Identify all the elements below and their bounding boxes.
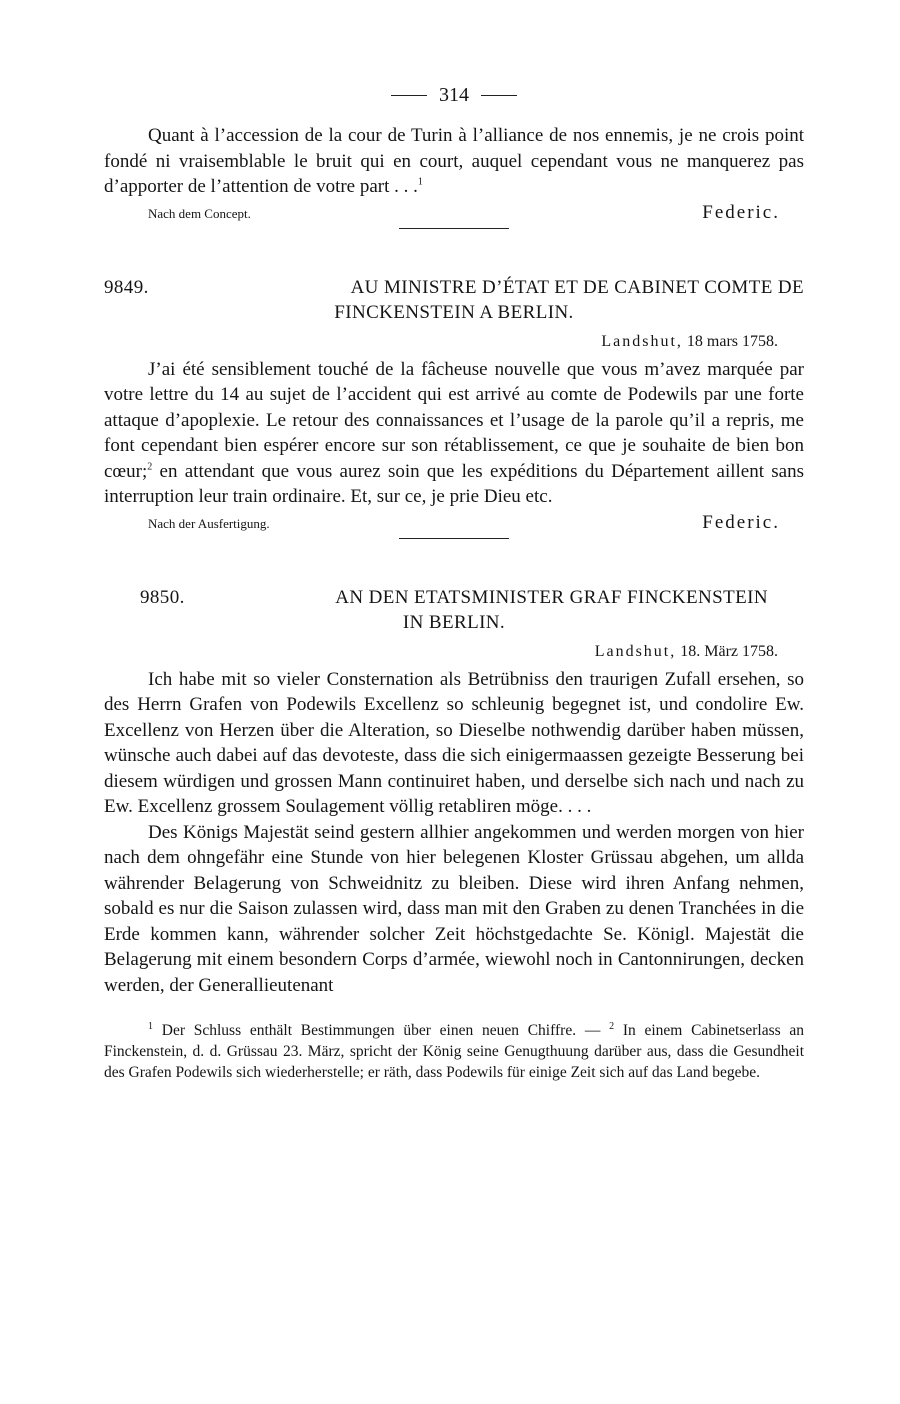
letter-title-line2: FINCKENSTEIN A BERLIN. [334, 301, 574, 323]
document-page [104, 84, 804, 1083]
letter-text-continued: en attendant que vous aurez soin que les expéditions du Département aillent sans interruption leur train ordinaire. Et, sur ce, je prie Dieu etc. [104, 460, 804, 507]
letter-number: 9850. [140, 586, 185, 608]
page-header [104, 84, 804, 107]
letter-text: J’ai été sensiblement touché de la fâcheuse nouvelle que vous m’avez marquée par votre lettre du 14 au sujet de l’accident qui est arrivé au comte de Podewils par une forte attaque d’apoplexie. Le retour des connaissances et l’usage de la parole qu’il a repris, me font cependant bien espérer encore sur son rétablissement, ce que je souhaite de bien bon cœur; [104, 358, 804, 482]
intro-signature-line [104, 202, 804, 224]
letter-9850-title [140, 585, 768, 635]
header-dash-left [391, 95, 427, 96]
footnote-1-text: Der Schluss enthält Bestimmungen über einen neuen Chiffre. — [153, 1022, 610, 1039]
dateline-date: 18. März 1758. [680, 642, 778, 660]
letter-number: 9849. [104, 276, 149, 298]
letter-title-line1: AU MINISTRE D’ÉTAT ET DE CABINET COMTE DE [350, 276, 804, 298]
footnote-mark-1: 1 [148, 1020, 153, 1032]
footnotes [104, 1020, 804, 1083]
letter-9850-paragraph-2: Des Königs Majestät seind gestern allhier angekommen und werden morgen von hier nach dem ohngefähr eine Stunde von hier belegenen Kloster Grüssau abgehen, um allda währender Belagerung von Schweidnitz zu bleiben. Diese wird ihren Anfang nehmen, sobald es nur die Saison zulassen wird, dass man mit den Graben zu denen Tranchées in die Erde kommen kann, währender solcher Zeit höchstgedachte Se. Königl. Majestät die Belagerung mit einem besondern Corps d’armée, wiewohl noch in Cantonnirungen, decken werden, der Generallieutenant [104, 821, 804, 996]
letter-9849-body [104, 357, 804, 510]
header-dash-right [481, 95, 517, 96]
section-divider [399, 228, 509, 229]
intro-signature: Federic. [702, 201, 780, 223]
footnote-ref-1: 1 [417, 176, 423, 188]
footnote-text [104, 1020, 804, 1083]
intro-text: Quant à l’accession de la cour de Turin à l’alliance de nos ennemis, je ne crois point fondé ni vraisemblable le bruit qui en court, auquel cependant vous ne manquerez pas d’apporter de l’attention de votre part . . . [104, 125, 804, 197]
letter-source: Nach der Ausfertigung. [148, 515, 270, 531]
letter-9850-paragraph-1: Ich habe mit so vieler Consternation als Betrübniss den traurigen Zufall ersehen, so des Herrn Grafen von Podewils Excellenz so schleunig begegnet ist, und condolire Ew. Excellenz von Herzen über die Alteration, so Dieselbe nothwendig darüber haben müssen, wünsche auch dabei auf das devoteste, dass die sich einigermaassen gezeigte Besserung bei diesem würdigen und grossen Mann continuiret haben, und derselbe sich nach und nach zu Ew. Excellenz grossem Soulagement völlig retabliren möge. . . . [104, 668, 804, 817]
footnote-mark-2: 2 [609, 1020, 615, 1032]
intro-paragraph [104, 123, 804, 200]
letter-title-line2: IN BERLIN. [402, 611, 506, 633]
letter-9849-title [104, 275, 804, 325]
section-divider [399, 538, 509, 539]
footnote-2-text: In einem Cabinetserlass an Finckenstein, d. d. Grüssau 23. März, spricht der König seine Genugthuung darüber aus, dass die Gesundheit des Grafen Podewils sich wiederherstelle; er räth, dass Podewils für einige Zeit sich auf das Land begebe. [104, 1022, 805, 1081]
page-number: 314 [439, 84, 469, 106]
footnote-ref-2: 2 [147, 461, 153, 473]
dateline-place: Landshut, [594, 642, 677, 660]
letter-title-line1: AN DEN ETATSMINISTER GRAF FINCKENSTEIN [335, 586, 768, 608]
letter-9849-dateline [104, 333, 778, 351]
dateline-place: Landshut, [601, 332, 683, 350]
letter-9850-dateline [104, 643, 778, 661]
letter-signature: Federic. [702, 511, 780, 533]
letter-9849-signature-line [104, 512, 804, 534]
dateline-date: 18 mars 1758. [686, 332, 778, 350]
intro-source: Nach dem Concept. [148, 205, 251, 221]
